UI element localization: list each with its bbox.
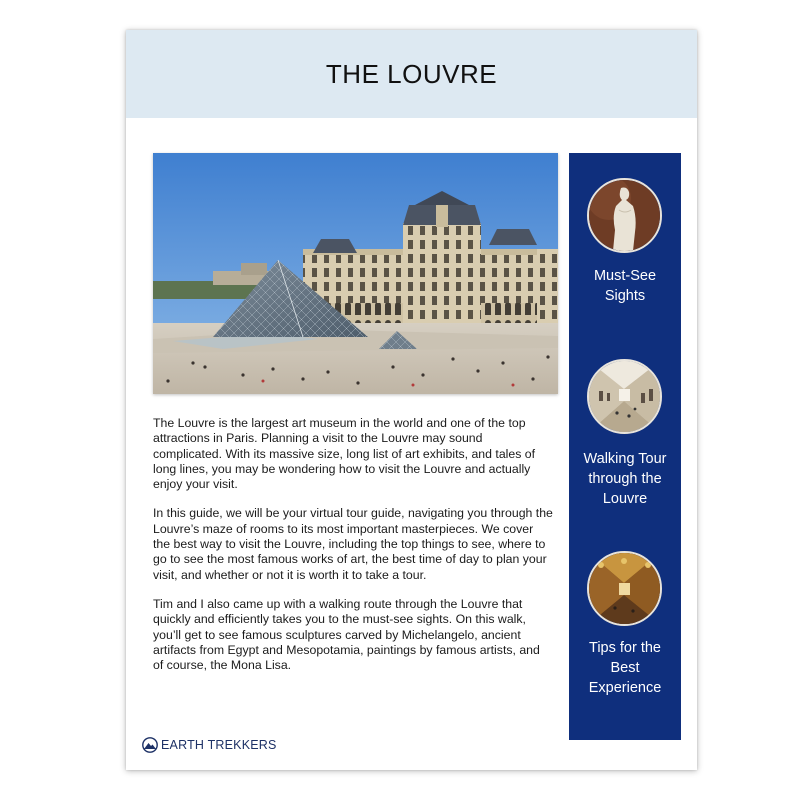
logo-text: EARTH TREKKERS <box>161 738 277 752</box>
label-line: Louvre <box>602 491 648 507</box>
gilded-hall-thumbnail <box>587 551 662 626</box>
label-line: Sights <box>604 288 646 304</box>
article-paragraph-2: In this guide, we will be your virtual tour guide, navigating you through the Louvre’s maze of rooms to its most important masterpieces. We cover the best way to visit the Louvre, including the top things to see, where to go to see the most famous works of art, the best time of day to plan your visit, and whether or not it is worth it to take a tour. <box>153 506 553 582</box>
label-line: Best <box>610 660 640 676</box>
sidebar-item-label <box>569 638 681 698</box>
label-line: Experience <box>588 680 662 696</box>
page-title: THE LOUVRE <box>325 59 498 89</box>
article-paragraph-1: The Louvre is the largest art museum in the world and one of the top attractions in Paris. Planning a visit to the Louvre may sound complicated. With its massive size, long list of art exhibits, and tales of long lines, you may be wondering how to visit the Louvre and actually enjoy your visit. <box>153 416 536 492</box>
louvre-pyramid-photo <box>153 153 558 394</box>
sidebar-panel <box>569 153 681 740</box>
earth-trekkers-logo[interactable] <box>142 736 277 754</box>
guide-page <box>126 30 697 770</box>
sidebar-item-label <box>569 266 681 306</box>
venus-statue-thumbnail <box>587 178 662 253</box>
label-line: through the <box>588 471 662 487</box>
gallery-hall-thumbnail <box>587 359 662 434</box>
page-header <box>126 30 697 118</box>
mountain-logo-icon <box>142 737 158 753</box>
label-line: Walking Tour <box>583 451 667 467</box>
label-line: Must-See <box>593 268 657 284</box>
article-body <box>153 416 553 687</box>
sidebar-item-label <box>569 449 681 509</box>
article-paragraph-3: Tim and I also came up with a walking route through the Louvre that quickly and efficiently takes you to the must-see sights. On this walk, you’ll get to see famous sculptures carved by Michelangelo, ancient artifacts from Egypt and Mesopotamia, paintings by famous artists, and of course, the Mona Lisa. <box>153 596 540 673</box>
label-line: Tips for the <box>589 640 661 656</box>
